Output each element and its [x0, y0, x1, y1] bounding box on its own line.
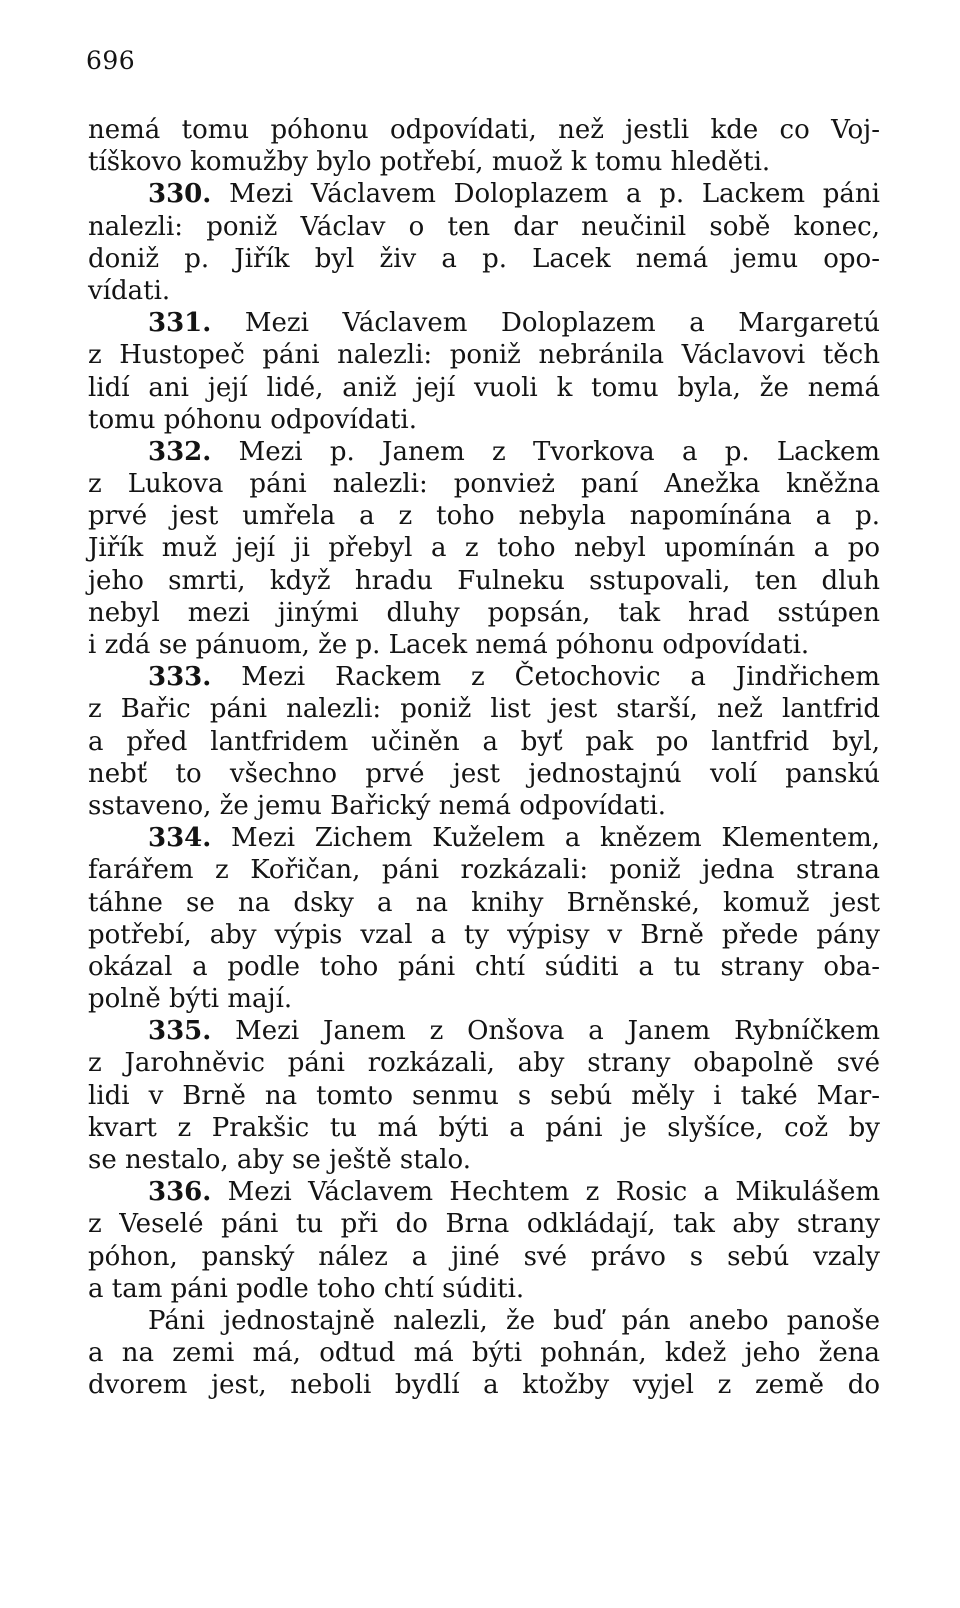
paragraph-start-line	[88, 661, 880, 693]
line-text: a tam páni podle toho chtí súditi.	[88, 1273, 525, 1304]
line-text: farářem z Kořičan, páni rozkázali: poniž jedna strana	[88, 855, 880, 886]
line-text: doniž p. Jiřík byl živ a p. Lacek nemá jemu opo-	[88, 243, 880, 274]
text-line	[88, 146, 880, 178]
text-line	[88, 1273, 880, 1305]
paragraph-start-line	[88, 822, 880, 854]
paragraph-start-line	[88, 307, 880, 339]
paragraph-number: 331.	[148, 308, 212, 339]
line-text: Páni jednostajně nalezli, že buď pán anebo panoše	[148, 1305, 880, 1336]
text-line	[88, 243, 880, 275]
text-line	[88, 1369, 880, 1401]
text-line	[88, 1112, 880, 1144]
text-line	[88, 1080, 880, 1112]
text-line	[88, 211, 880, 243]
text-line	[88, 887, 880, 919]
line-text: a před lantfridem učiněn a byť pak po lantfrid byl,	[88, 726, 880, 757]
text-line	[88, 275, 880, 307]
line-text: Mezi p. Janem z Tvorkova a p. Lackem	[211, 436, 880, 467]
line-text: z Hustopeč páni nalezli: poniž nebránila Václavovi těch	[88, 340, 880, 371]
line-text: dvorem jest, neboli bydlí a ktožby vyjel z země do	[88, 1370, 880, 1401]
text-line	[88, 468, 880, 500]
line-text: póhon, panský nález a jiné své právo s sebú vzaly	[88, 1241, 880, 1272]
line-text: jeho smrti, když hradu Fulneku sstupovali, ten dluh	[88, 565, 880, 596]
line-text: tomu póhonu odpovídati.	[88, 404, 417, 435]
page-number: 696	[86, 46, 136, 75]
text-line	[88, 597, 880, 629]
line-text: z Veselé páni tu při do Brna odkládají, tak aby strany	[88, 1209, 880, 1240]
paragraph-start-line	[88, 1015, 880, 1047]
text-line	[88, 532, 880, 564]
line-text: a na zemi má, odtud má býti pohnán, kdež jeho žena	[88, 1338, 880, 1369]
text-line	[88, 951, 880, 983]
line-text: Mezi Václavem Doloplazem a p. Lackem páni	[211, 179, 880, 210]
paragraph-number: 336.	[148, 1177, 212, 1208]
paragraph-number: 334.	[148, 823, 212, 854]
line-text: sstaveno, že jemu Bařický nemá odpovídati.	[88, 790, 667, 821]
text-line	[88, 693, 880, 725]
text-line	[88, 1241, 880, 1273]
line-text: lidi v Brně na tomto senmu s sebú měly i také Mar-	[88, 1080, 880, 1111]
line-text: vídati.	[88, 275, 171, 306]
paragraph-start-line	[88, 178, 880, 210]
line-text: se nestalo, aby se ještě stalo.	[88, 1145, 471, 1175]
text-line	[88, 1047, 880, 1079]
line-text: nebyl mezi jinými dluhy popsán, tak hrad sstúpen	[88, 597, 880, 628]
line-text: potřebí, aby výpis vzal a ty výpisy v Brně přede pány	[88, 919, 880, 950]
paragraph-start-line	[88, 1176, 880, 1208]
text-line	[88, 726, 880, 758]
line-text: tíškovo komužby bylo potřebí, muož k tomu hleděti.	[88, 147, 771, 178]
line-text: Jiřík muž její ji přebyl a z toho nebyl upomínán a po	[88, 533, 880, 564]
text-line	[88, 1144, 880, 1176]
line-text: táhne se na dsky a na knihy Brněnské, komuž jest	[88, 887, 880, 918]
line-text: z Jarohněvic páni rozkázali, aby strany obapolně své	[88, 1048, 880, 1079]
body-text	[88, 114, 880, 1402]
line-text: nemá tomu póhonu odpovídati, než jestli kde co Voj-	[88, 115, 880, 145]
paragraph-number: 332.	[148, 436, 212, 467]
text-line	[88, 114, 880, 146]
line-text: Mezi Václavem Doloplazem a Margaretú	[211, 308, 880, 339]
line-text: Mezi Janem z Onšova a Janem Rybníčkem	[211, 1016, 880, 1047]
text-line	[88, 1305, 880, 1337]
text-line	[88, 404, 880, 436]
text-line	[88, 339, 880, 371]
line-text: okázal a podle toho páni chtí súditi a tu strany oba-	[88, 951, 880, 982]
paragraph-number: 330.	[148, 179, 212, 210]
line-text: z Bařic páni nalezli: poniž list jest starší, než lantfrid	[88, 694, 880, 725]
line-text: z Lukova páni nalezli: ponvież paní Anežka kněžna	[88, 469, 880, 500]
text-line	[88, 629, 880, 661]
text-line	[88, 500, 880, 532]
text-line	[88, 790, 880, 822]
line-text: kvart z Prakšic tu má býti a páni je slyšíce, což by	[88, 1112, 880, 1143]
text-line	[88, 1337, 880, 1369]
line-text: Mezi Václavem Hechtem z Rosic a Mikulášem	[211, 1177, 880, 1208]
paragraph-number: 335.	[148, 1016, 212, 1047]
line-text: nebť to všechno prvé jest jednostajnú volí panskú	[88, 758, 880, 789]
text-line	[88, 758, 880, 790]
paragraph-number: 333.	[148, 662, 212, 693]
text-line	[88, 919, 880, 951]
line-text: nalezli: poniž Václav o ten dar neučinil sobě konec,	[88, 211, 880, 242]
text-line	[88, 565, 880, 597]
line-text: prvé jest umřela a z toho nebyla napomínána a p.	[88, 501, 880, 532]
line-text: Mezi Zichem Kuželem a knězem Klementem,	[211, 823, 880, 854]
text-line	[88, 372, 880, 404]
line-text: Mezi Rackem z Četochovic a Jindřichem	[211, 662, 880, 693]
line-text: i zdá se pánuom, že p. Lacek nemá póhonu odpovídati.	[88, 630, 810, 660]
paragraph-start-line	[88, 436, 880, 468]
line-text: polně býti mají.	[88, 984, 293, 1015]
text-line	[88, 854, 880, 886]
text-line	[88, 983, 880, 1015]
text-line	[88, 1208, 880, 1240]
line-text: lidí ani její lidé, aniž její vuoli k tomu byla, že nemá	[88, 372, 880, 403]
